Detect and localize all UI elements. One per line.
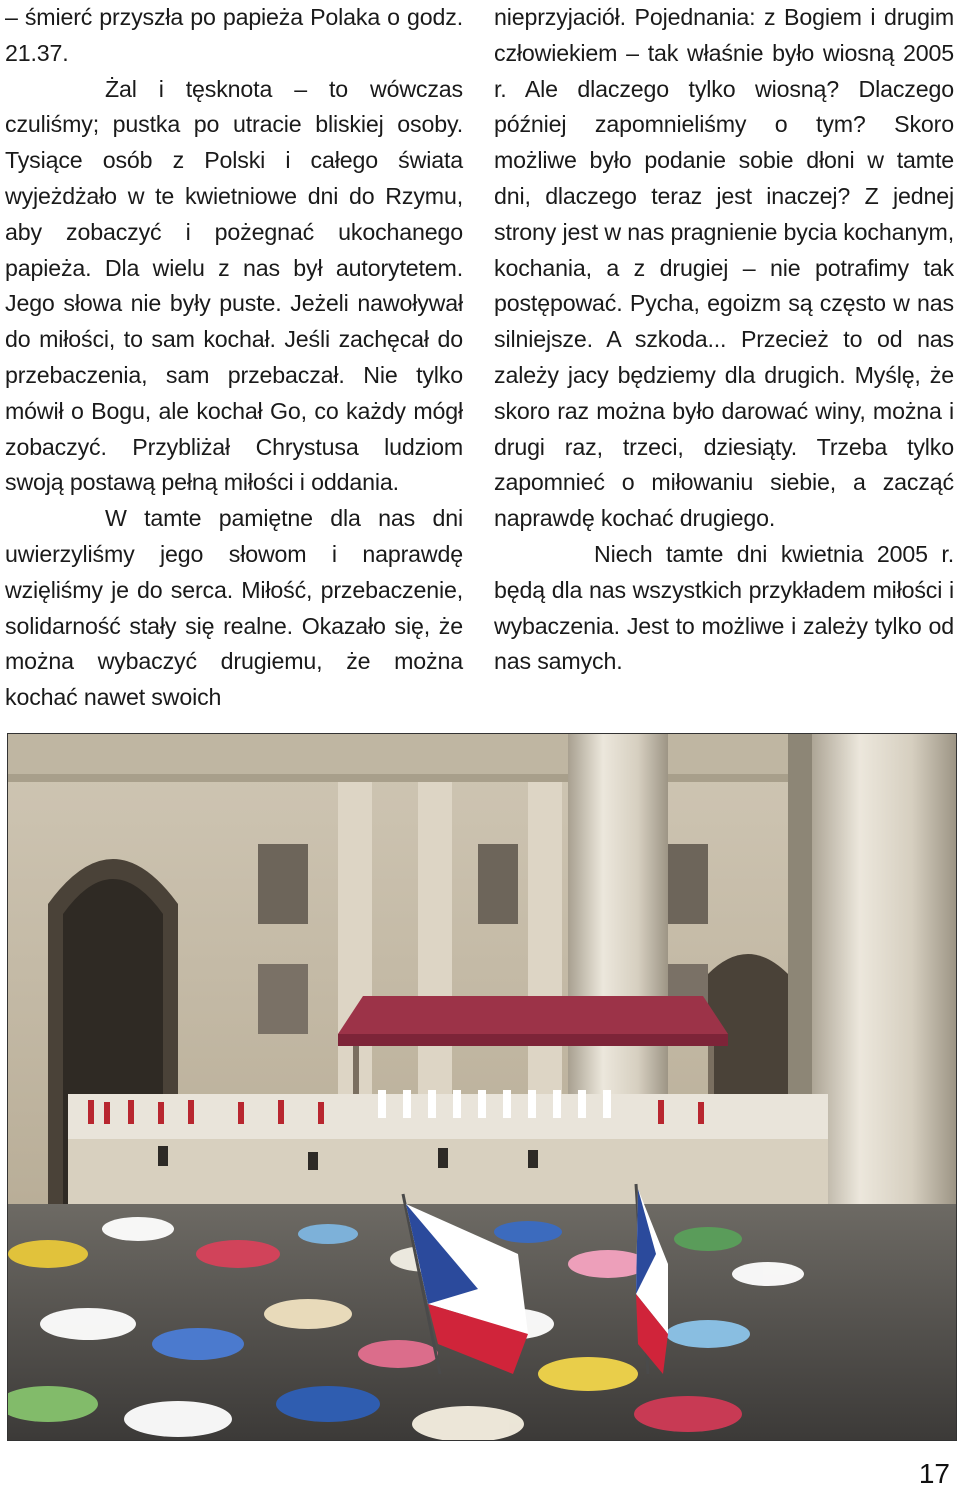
st-peters-square-photo [7,733,957,1441]
paragraph-1: – śmierć przyszła po papieża Polaka o godz. 21.37. [5,4,463,66]
paragraph-4: nieprzyjaciół. Pojednania: z Bogiem i drugim człowiekiem – tak właśnie było wiosną 2005 r. Ale dlaczego tylko wiosną? Dlaczego później zapomnieliśmy o tym? Skoro możliwe było podanie sobie dłoni w tamte dni, dlaczego teraz jest inaczej? Z jednej strony jest w nas pragnienie bycia kochanym, kochania, a z drugiej – nie potrafimy tak postępować. Pycha, egoizm są często w nas silniejsze. A szkoda... Przecież to od nas zależy jacy będziemy dla drugich. Myślę, że skoro raz można było darować winy, można i drugi raz, trzeci, dziesiąty. Trzeba tylko zapomnieć o miłowaniu siebie, a zacząć naprawdę kochać drugiego. [494,4,954,532]
page-number: 17 [918,1458,950,1489]
article-left-column [5,0,463,716]
paragraph-2: Żal i tęsknota – to wówczas czuliśmy; pustka po utracie bliskiej osoby. Tysiące osób z Polski i całego świata wyjeżdżało w te kwietniowe dni do Rzymu, aby zobaczyć i pożegnać ukochanego papieża. Dla wielu z nas był autorytetem. Jego słowa nie były puste. Jeżeli nawoływał do miłości, to sam kochał. Jeśli zachęcał do przebaczenia, sam przebaczał. Nie tylko mówił o Bogu, ale kochał Go, co każdy mógł zobaczyć. Przybliżał Chrystusa ludziom swoją postawą pełną miłości i oddania. [5,75,463,496]
papal-canopy [338,996,728,1034]
paragraph-5: Niech tamte dni kwietnia 2005 r. będą dla nas wszystkich przykładem miłości i wybaczenia. Jest to możliwe i zależy tylko od nas samych. [494,540,954,675]
paragraph-3: W tamte pamiętne dla nas dni uwierzyliśmy jego słowom i naprawdę wzięliśmy je do serca. Miłość, przebaczenie, solidarność stały się realne. Okazało się, że można wybaczyć drugiemu, że można kochać nawet swoich [5,505,463,711]
photo-illustration [8,734,956,1440]
article-right-column [494,0,954,680]
